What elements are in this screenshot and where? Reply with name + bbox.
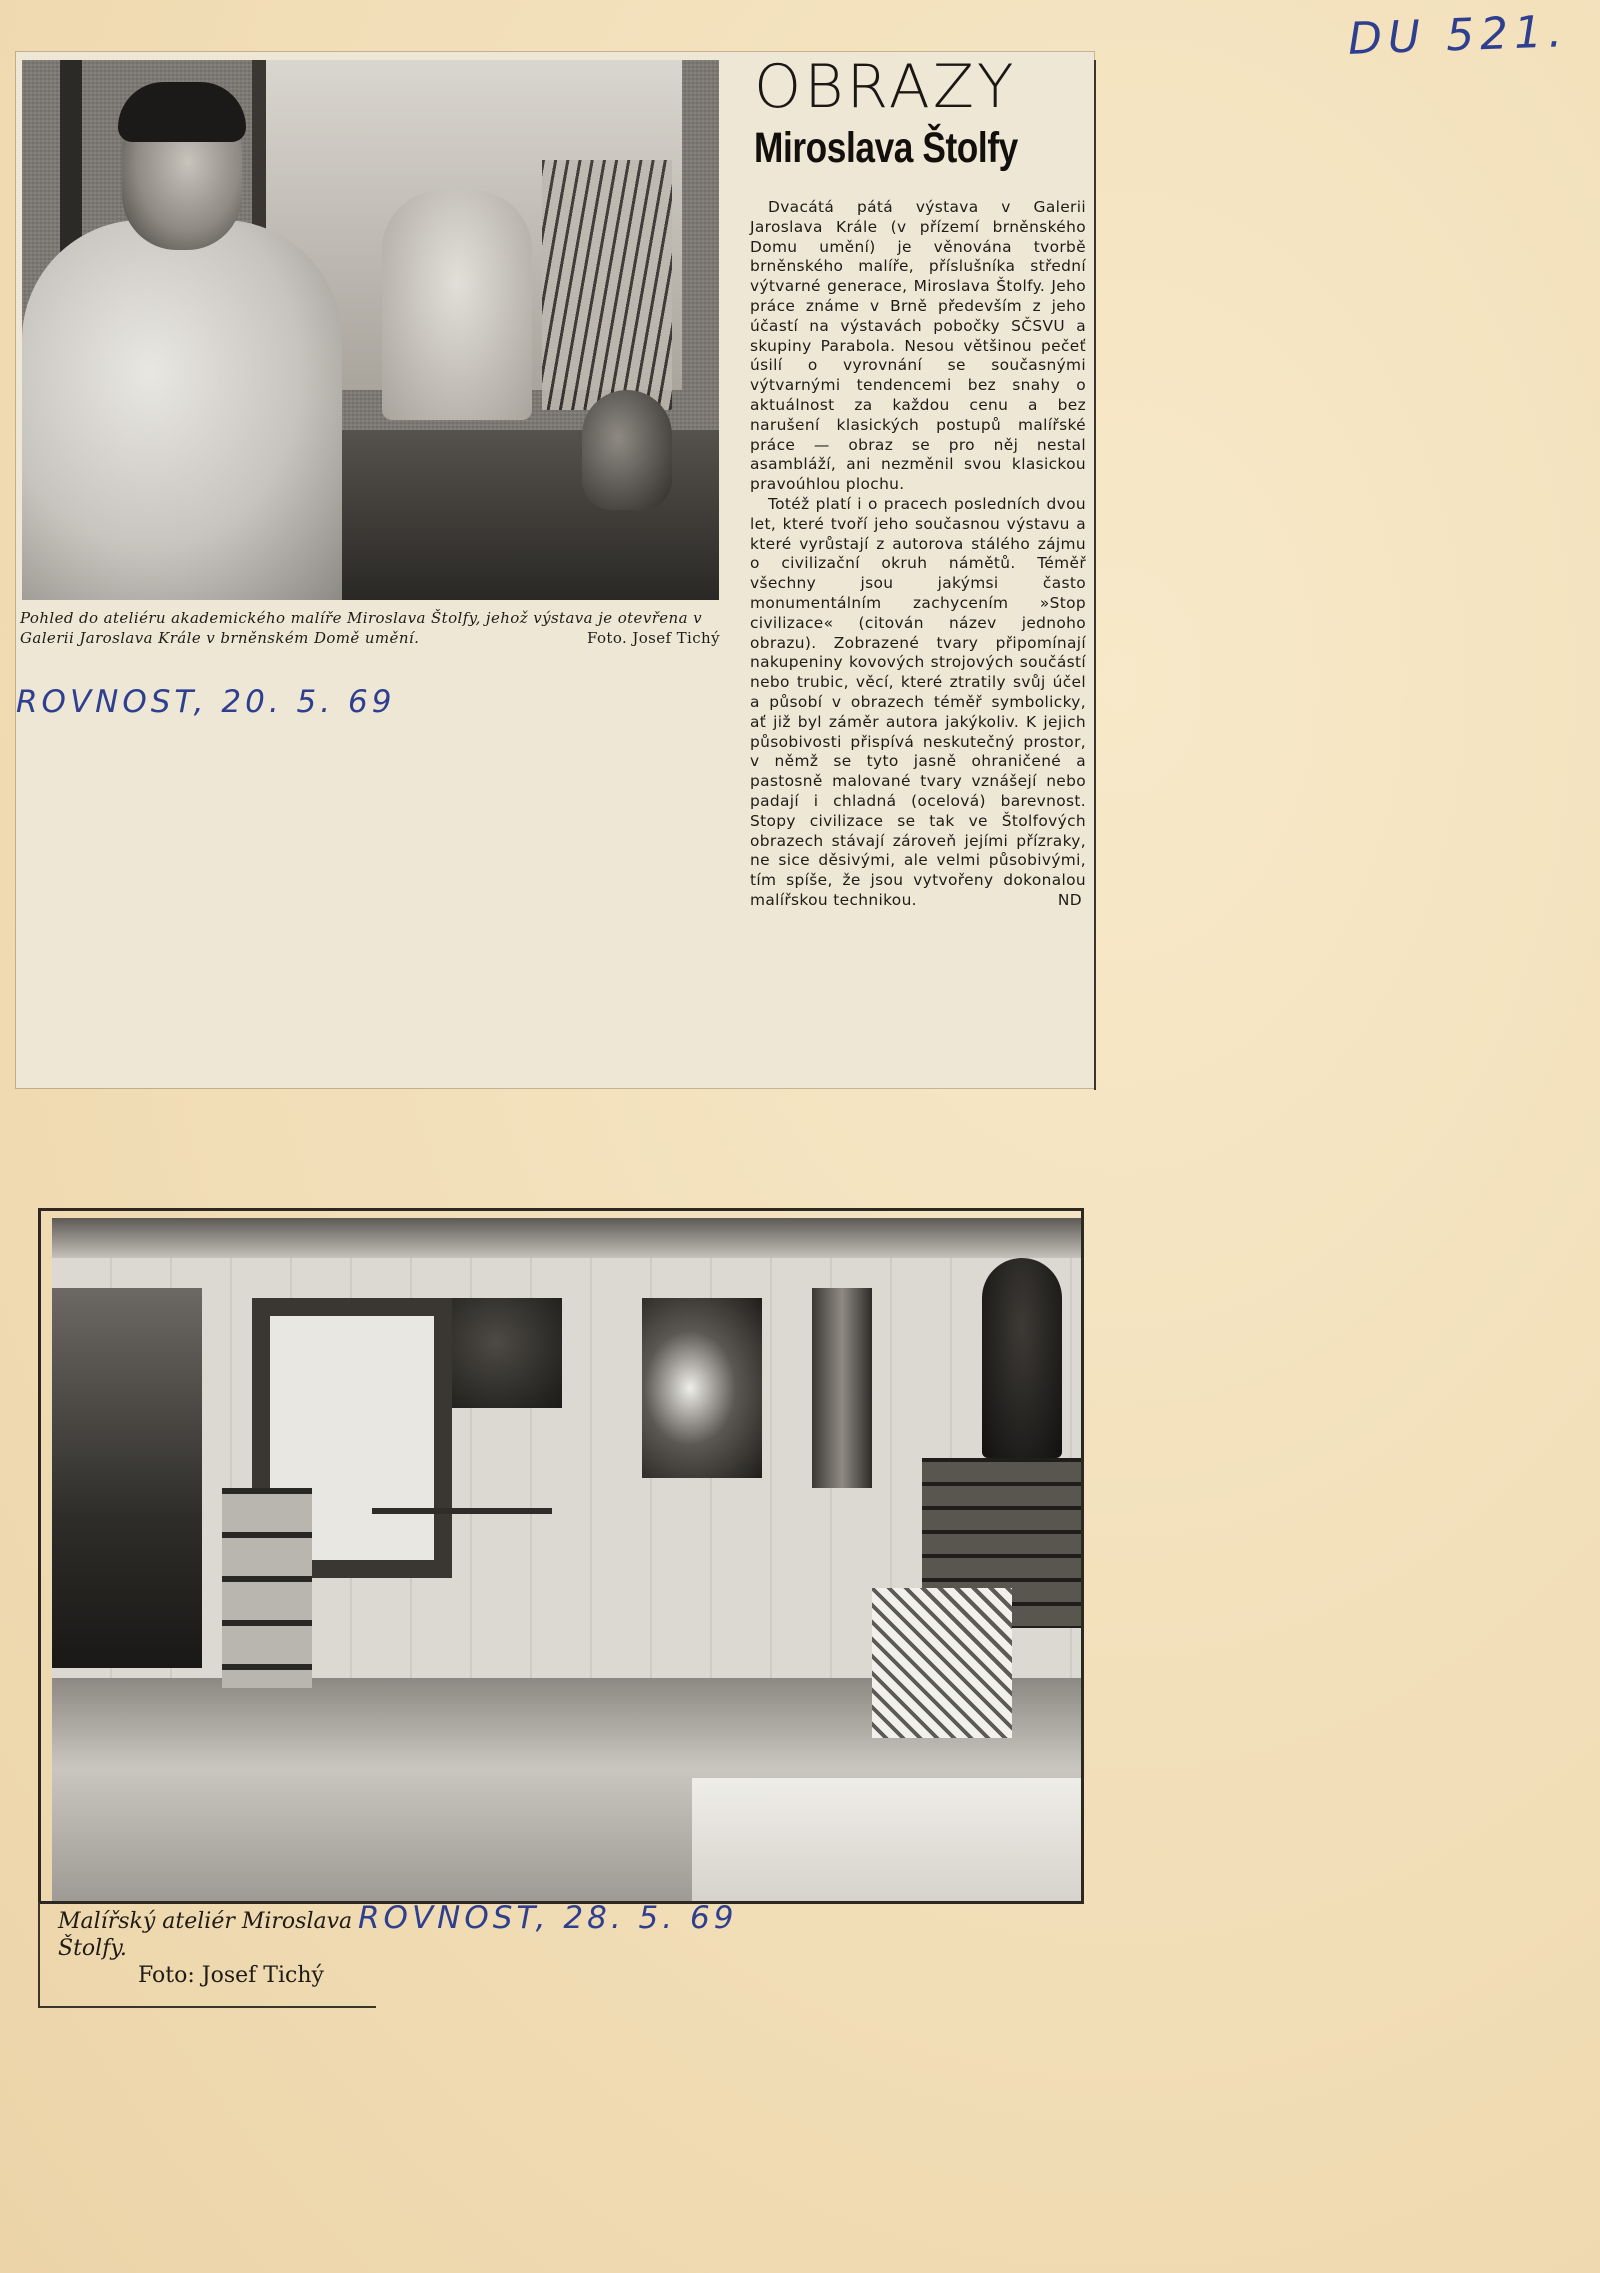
article-paragraph	[750, 495, 1086, 911]
article-paragraph-text: Totéž platí i o pracech posledních dvou let, které tvoří jeho současnou výstavu a které vyrůstají z autorova stálého zájmu o civilizační okruh námětů. Téměř všechny jsou jakýmsi často monumentálním zachycením »Stop civilizace« (citován název jednoho obrazu). Zobrazené tvary připomínají nakupeniny kovových strojových součástí nebo trubic, věcí, které ztratily svůj účel a působí v obrazech téměř symbolicky, ať již byl záměr autora jakýkoliv. K jejich působivosti přispívá neskutečný prostor, v němž se tyto jasně ohraničené a pastosně malované tvary vznášejí nebo padají i chladná (ocelová) barevnost. Stopy civilizace se tak ve Štolfových obrazech stávají zároveň jejími přízraky, ne sice děsivými, ale velmi působivými, tím spíše, že jsou vytvořeny dokonalou malířskou technikou.	[750, 494, 1086, 909]
photo-caption-box	[38, 1902, 376, 2008]
photo-caption	[58, 1908, 378, 1989]
handwritten-source-note: ROVNOST, 28. 5. 69	[358, 1900, 738, 1936]
headline-bottom: Miroslava Štolfy	[754, 124, 1018, 172]
newspaper-clipping-photo	[38, 1208, 1084, 2008]
photo-caption	[20, 608, 720, 648]
photo-credit: Foto: Josef Tichý	[138, 1963, 324, 1988]
photo-credit: Foto. Josef Tichý	[586, 629, 720, 647]
article-body	[750, 198, 1086, 911]
handwritten-source-note: ROVNOST, 20. 5. 69	[16, 684, 396, 720]
headline-top: OBRAZY	[754, 52, 1017, 122]
author-signature: ND	[1057, 890, 1082, 909]
studio-portrait-photo	[22, 60, 719, 600]
column-rule	[1094, 60, 1096, 1090]
article-paragraph: Dvacátá pátá výstava v Galerii Jaroslava Krále (v přízemí brněnského Domu umění) je věnována tvorbě brněnského malíře, příslušníka střední výtvarné generace, Miroslava Štolfy. Jeho práce známe v Brně především z jeho účastí na výstavách pobočky SČSVU a skupiny Parabola. Nesou většinou pečeť úsilí o vyrovnání se současnými výtvarnými tendencemi bez snahy o aktuálnost za každou cenu a bez narušení klasických postupů malířské práce — obraz se pro něj nestal asambláží, ani nezměnil svou klasickou pravoúhlou plochu.	[750, 198, 1086, 494]
archive-number: DU 521.	[1347, 6, 1569, 65]
newspaper-clipping-article	[16, 52, 1094, 1088]
caption-text: Malířský ateliér Miroslava Štolfy.	[58, 1909, 353, 1961]
studio-interior-photo	[52, 1218, 1082, 1902]
caption-text: Pohled do ateliéru akademického malíře Miroslava Štolfy, jehož výstava je otevřena v Galerii Jaroslava Krále v brněnském Domě umění.	[20, 609, 702, 647]
